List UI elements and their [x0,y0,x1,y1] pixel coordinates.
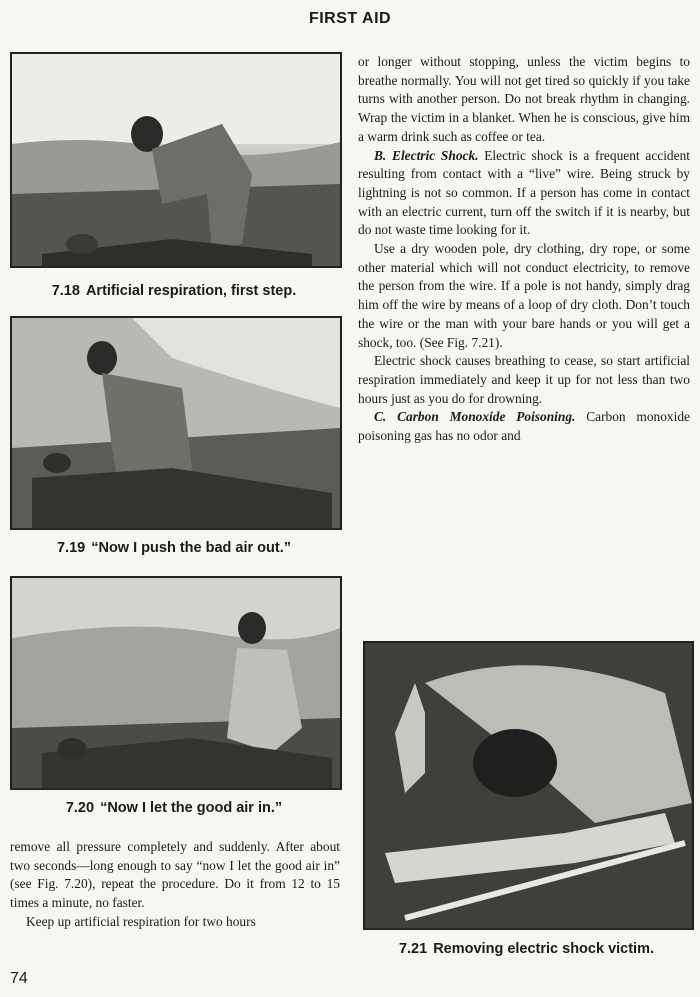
figure-7-20-photo [10,576,342,790]
figure-caption-text: Removing electric shock victim. [433,941,655,957]
body-paragraph: Electric shock causes breathing to cease, so start artificial respiration immediately and keep it up for not less than two hours just as you do for drowning. [358,353,690,406]
section-heading: C. Carbon Monoxide Poisoning. [374,409,576,425]
page-number: 74 [10,970,28,987]
figure-7-19-photo [10,316,342,530]
figure-number: 7.20 [65,800,95,816]
figure-7-19-caption [10,540,338,556]
figure-7-18-photo [10,52,342,268]
figure-number: 7.21 [398,941,428,957]
figure-caption-text: “Now I let the good air in.” [100,800,283,816]
section-paragraph-electric-shock [358,147,690,241]
left-column-text [10,838,340,932]
body-paragraph: Use a dry wooden pole, dry clothing, dry rope, or some other material which will not conduct electricity, to remove the person from the wire. If a pole is not handy, simply drag him off the wire by means of a loop of dry cloth. Don’t touch the wire or the man with your bare hands or you will get a shock, too. (See Fig. 7.21). [358,241,690,350]
body-paragraph: remove all pressure completely and suddenly. After about two seconds—long enough to say “now I let the good air in” (see Fig. 7.20), repeat the procedure. Do it from 12 to 15 times a minute, no faster. [10,839,340,911]
figure-7-21-caption [363,941,690,957]
figure-number: 7.18 [51,283,80,299]
figure-caption-text: “Now I push the bad air out.” [91,540,291,556]
section-body: Carbon monoxide poisoning gas has no odor and [358,409,690,444]
figure-caption-text: Artificial respiration, first step. [85,283,297,299]
body-paragraph: Keep up artificial respiration for two hours [26,913,256,929]
figure-7-20-caption [10,800,338,816]
figure-7-21-photo [363,641,694,930]
section-paragraph-carbon-monoxide [358,408,690,445]
section-body: Electric shock is a frequent accident resulting from contact with a “live” wire. Being struck by lightning is not so common. If a person has come in contact with an electric current, turn off the switch if it is nearby, but do not waste time looking for it. [358,147,690,238]
body-paragraph: or longer without stopping, unless the victim begins to breathe normally. You will not get tired so quickly if you take turns with another person. Do not break rhythm in changing. Wrap the victim in a blanket. When he is conscious, give him a warm drink such as coffee or tea. [358,54,690,144]
running-header: FIRST AID [308,10,392,27]
figure-number: 7.19 [56,540,86,556]
section-heading: B. Electric Shock. [374,147,479,163]
figure-7-18-caption [10,283,338,299]
right-column-text [358,53,690,446]
